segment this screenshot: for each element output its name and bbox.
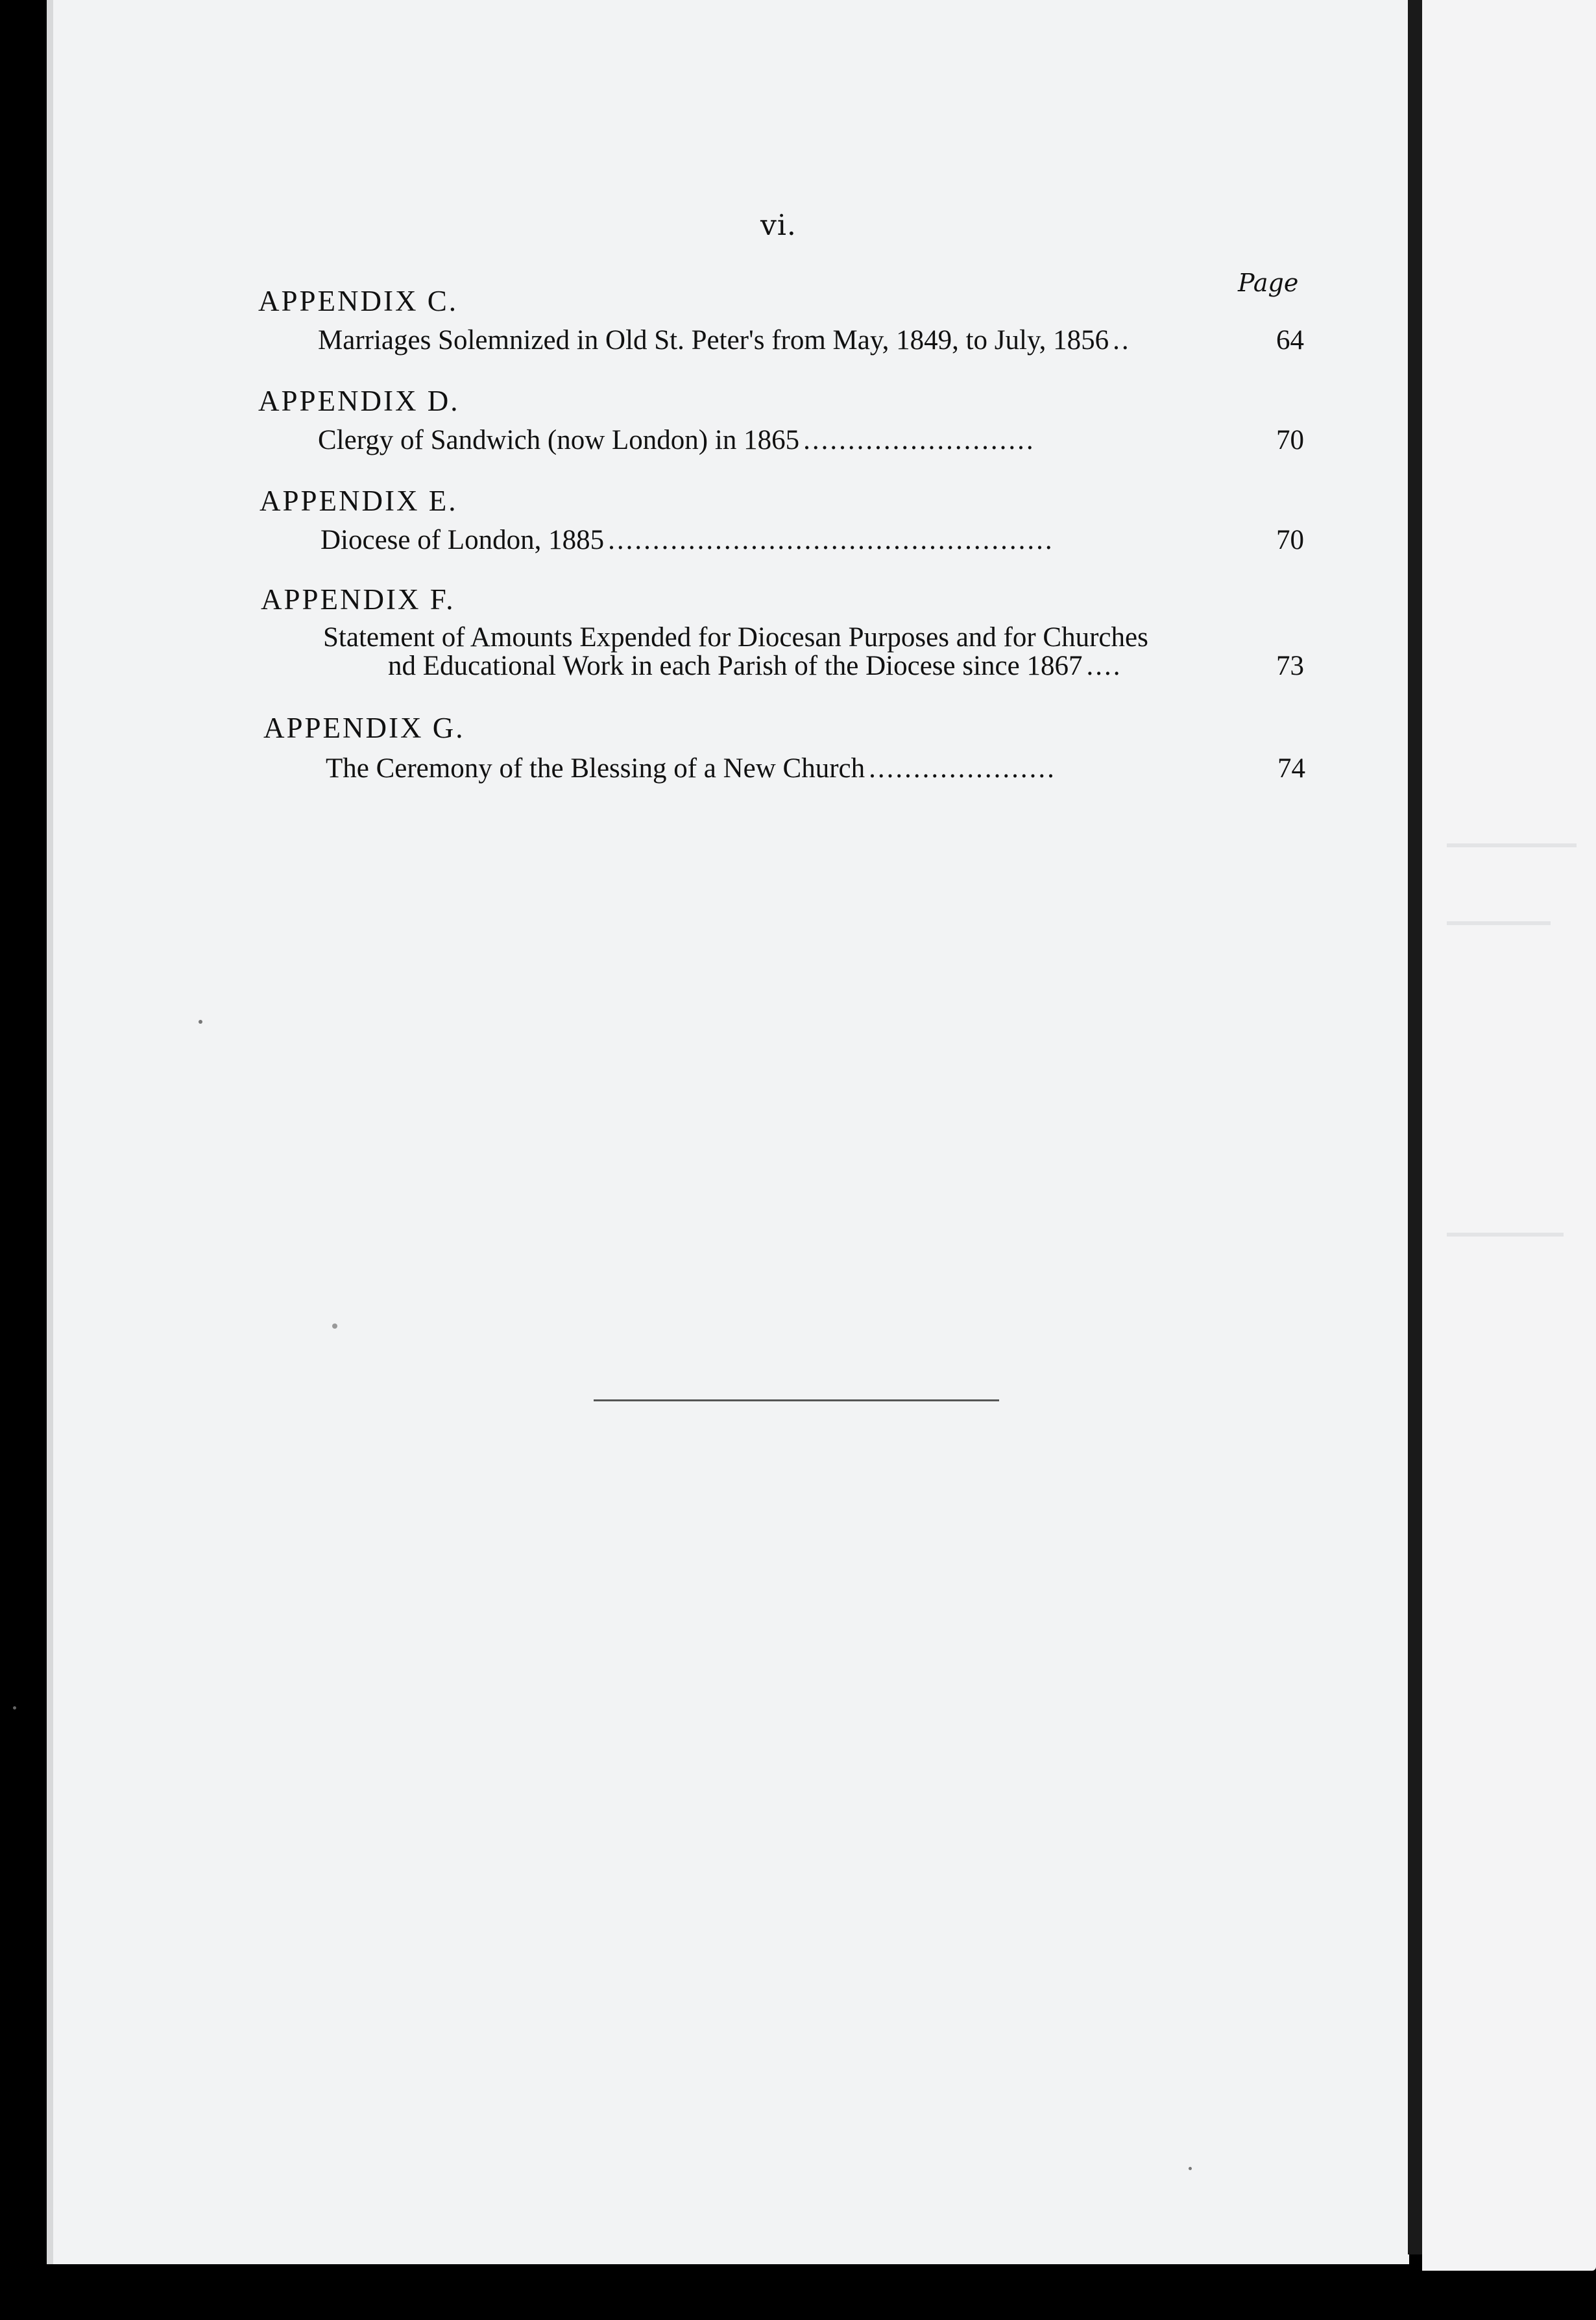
- dot-leader: ..: [1113, 325, 1131, 356]
- toc-page-number: 64: [1276, 325, 1304, 356]
- toc-entry[interactable]: [326, 753, 1305, 784]
- toc-entry-title: The Ceremony of the Blessing of a New Church: [326, 753, 865, 784]
- horizontal-rule: [594, 1399, 999, 1401]
- dot-leader: ..........................: [803, 425, 1035, 455]
- appendix-heading: APPENDIX F.: [261, 583, 455, 616]
- page-column-label: Page: [1238, 269, 1299, 297]
- toc-entry-title-line-2: nd Educational Work in each Parish of the Diocese since 1867: [388, 651, 1083, 681]
- toc-entry[interactable]: [388, 650, 1304, 682]
- toc-page-number: 74: [1277, 753, 1305, 784]
- toc-entry[interactable]: [318, 324, 1304, 356]
- toc-page-number: 70: [1276, 525, 1304, 555]
- toc-entry-title: Marriages Solemnized in Old St. Peter's from May, 1849, to July, 1856: [318, 325, 1109, 356]
- appendix-heading: APPENDIX G.: [263, 712, 465, 744]
- toc-page-number: 73: [1276, 651, 1304, 681]
- dot-leader: ..................................................: [608, 525, 1054, 555]
- scan-speck: [13, 1706, 16, 1710]
- scan-speck: [199, 1020, 202, 1024]
- toc-page-number: 70: [1276, 425, 1304, 455]
- toc-entry-title: Diocese of London, 1885: [320, 525, 605, 555]
- scan-speck: [332, 1323, 337, 1329]
- page-number: vi.: [760, 209, 797, 242]
- toc-entry-title-line-1[interactable]: Statement of Amounts Expended for Diocesan Purposes and for Churches: [323, 622, 1148, 653]
- toc-entry[interactable]: [320, 524, 1304, 556]
- scan-speck: [1189, 2167, 1192, 2170]
- toc-entry[interactable]: [318, 424, 1304, 456]
- toc-entry-title: Clergy of Sandwich (now London) in 1865: [318, 425, 800, 455]
- dot-leader: ....: [1086, 651, 1122, 681]
- appendix-heading: APPENDIX D.: [258, 385, 460, 417]
- appendix-heading: APPENDIX C.: [258, 285, 459, 317]
- appendix-heading: APPENDIX E.: [260, 485, 458, 517]
- dot-leader: .....................: [869, 753, 1056, 784]
